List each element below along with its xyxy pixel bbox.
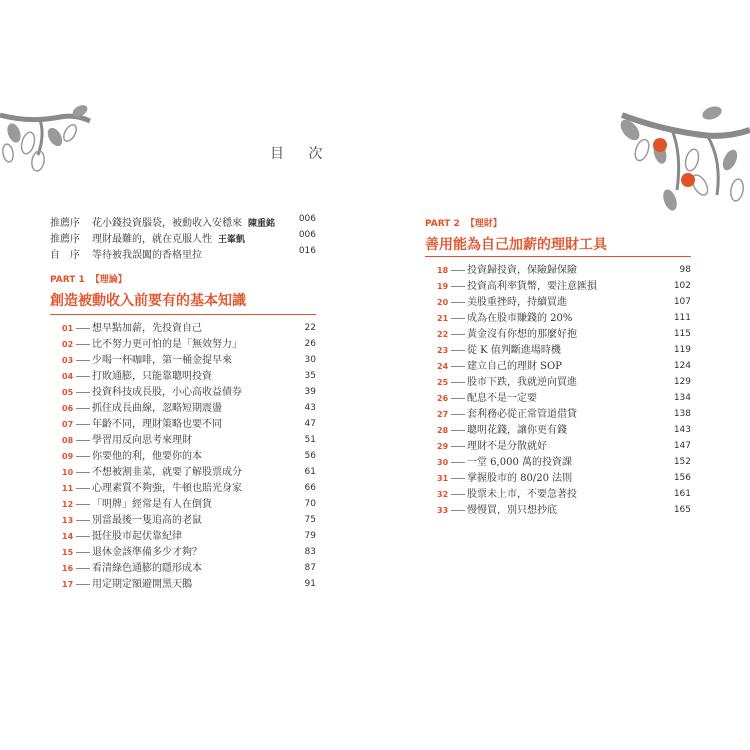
chapter-row	[437, 280, 691, 295]
chapter-row	[437, 424, 691, 439]
chapter-row	[62, 514, 316, 529]
chapter-page: 70	[304, 499, 316, 509]
chapter-row	[62, 578, 316, 593]
chapter-number: 26	[437, 394, 449, 403]
chapter-dash	[451, 414, 465, 415]
chapter-dash	[451, 334, 465, 335]
chapter-row	[437, 408, 691, 423]
chapter-row	[62, 466, 316, 481]
chapter-number: 12	[62, 500, 74, 509]
chapter-row	[437, 472, 691, 487]
chapter-page: 61	[304, 467, 316, 477]
chapter-page: 119	[673, 345, 691, 355]
chapter-number: 24	[437, 362, 449, 371]
chapter-dash	[76, 360, 90, 361]
part2-label: PART 2	[425, 219, 460, 229]
chapter-page: 161	[673, 489, 691, 499]
chapter-dash	[76, 440, 90, 441]
part2-divider	[425, 256, 691, 257]
chapter-page: 47	[304, 419, 316, 429]
chapter-number: 09	[62, 452, 74, 461]
chapter-title: 看清綠色通膨的隱形成本	[92, 563, 202, 574]
chapter-row	[437, 504, 691, 519]
chapter-dash	[76, 584, 90, 585]
chapter-number: 29	[437, 442, 449, 451]
chapter-title: 別當最後一隻追高的老鼠	[92, 515, 202, 526]
chapter-title: 少喝一杯咖啡，第一桶金提早來	[92, 355, 232, 366]
chapter-page: 66	[304, 483, 316, 493]
chapter-dash	[451, 446, 465, 447]
preface-page: 016	[298, 246, 316, 256]
preface-page: 006	[298, 230, 316, 240]
chapter-page: 87	[304, 563, 316, 573]
chapter-row	[62, 370, 316, 385]
chapter-page: 129	[673, 377, 691, 387]
preface-row	[50, 214, 316, 228]
chapter-number: 32	[437, 490, 449, 499]
chapter-page: 91	[304, 579, 316, 589]
chapter-page: 115	[673, 329, 691, 339]
chapter-number: 11	[62, 484, 74, 493]
chapter-number: 23	[437, 346, 449, 355]
chapter-dash	[76, 408, 90, 409]
chapter-dash	[451, 350, 465, 351]
chapter-dash	[76, 328, 90, 329]
preface-label: 推薦序	[50, 234, 80, 245]
chapter-title: 打敗通膨，只能靠聰明投資	[92, 371, 212, 382]
chapter-dash	[76, 520, 90, 521]
chapter-page: 143	[673, 425, 691, 435]
chapter-title: 投資科技成長股，小心高收益債券	[92, 387, 242, 398]
chapter-row	[62, 498, 316, 513]
part1-tag: 【理論】	[90, 275, 127, 285]
chapter-title: 學習用反向思考來理財	[92, 435, 192, 446]
chapter-row	[437, 344, 691, 359]
chapter-dash	[76, 504, 90, 505]
chapter-dash	[451, 430, 465, 431]
chapter-row	[62, 546, 316, 561]
chapter-row	[437, 456, 691, 471]
preface-label: 推薦序	[50, 218, 80, 229]
chapter-page: 22	[304, 323, 316, 333]
chapter-row	[437, 312, 691, 327]
chapter-dash	[451, 318, 465, 319]
part1-chapter-list	[62, 322, 316, 592]
chapter-title: 美股重挫時，持續買進	[467, 297, 567, 308]
chapter-row	[62, 322, 316, 337]
chapter-page: 83	[304, 547, 316, 557]
chapter-title: 聰明花錢，讓你更有錢	[467, 425, 567, 436]
chapter-dash	[451, 398, 465, 399]
chapter-title: 配息不是一定要	[467, 393, 537, 404]
part2-label-line	[425, 216, 502, 229]
chapter-title: 比不努力更可怕的是「無效努力」	[92, 339, 242, 350]
chapter-number: 02	[62, 340, 74, 349]
chapter-dash	[76, 488, 90, 489]
chapter-dash	[451, 286, 465, 287]
chapter-dash	[76, 552, 90, 553]
preface-row	[50, 246, 316, 260]
chapter-row	[437, 328, 691, 343]
preface-signature: 陳重銘	[248, 219, 276, 229]
chapter-title: 心理素質不夠強，牛頓也賠光身家	[92, 483, 242, 494]
chapter-page: 147	[673, 441, 691, 451]
chapter-page: 124	[673, 361, 691, 371]
chapter-page: 134	[673, 393, 691, 403]
chapter-page: 102	[673, 281, 691, 291]
chapter-page: 111	[673, 313, 691, 323]
chapter-number: 33	[437, 506, 449, 515]
part1-label: PART 1	[50, 275, 85, 285]
chapter-number: 07	[62, 420, 74, 429]
chapter-title: 不想被割韭菜，就要了解股票成分	[92, 467, 242, 478]
chapter-number: 05	[62, 388, 74, 397]
chapter-row	[437, 488, 691, 503]
chapter-page: 51	[304, 435, 316, 445]
chapter-title: 抓住成長曲線，忽略短期震盪	[92, 403, 222, 414]
chapter-dash	[451, 270, 465, 271]
chapter-title: 理財不是分散就好	[467, 441, 547, 452]
chapter-number: 14	[62, 532, 74, 541]
chapter-number: 20	[437, 298, 449, 307]
chapter-page: 98	[679, 265, 691, 275]
chapter-title: 挺住股市起伏靠紀律	[92, 531, 182, 542]
chapter-row	[437, 392, 691, 407]
chapter-title: 投資高利率貨幣，要注意匯損	[467, 281, 597, 292]
chapter-row	[62, 450, 316, 465]
preface-title: 花小錢投資腦袋，被動收入安穩來	[92, 218, 242, 229]
chapter-number: 22	[437, 330, 449, 339]
chapter-row	[62, 386, 316, 401]
chapter-row	[62, 530, 316, 545]
chapter-dash	[76, 472, 90, 473]
chapter-title: 建立自己的理財 SOP	[467, 361, 562, 372]
part2-tag: 【理財】	[465, 219, 502, 229]
chapter-row	[62, 402, 316, 417]
chapter-title: 股市下跌，我就逆向買進	[467, 377, 577, 388]
chapter-row	[437, 360, 691, 375]
chapter-dash	[76, 392, 90, 393]
chapter-page: 30	[304, 355, 316, 365]
chapter-dash	[76, 456, 90, 457]
chapter-dash	[76, 536, 90, 537]
part1-heading: 創造被動收入前要有的基本知識	[50, 293, 246, 309]
chapter-row	[437, 264, 691, 279]
chapter-title: 想早點加薪，先投資自己	[92, 323, 202, 334]
part1-label-line	[50, 272, 127, 285]
chapter-page: 43	[304, 403, 316, 413]
chapter-title: 從 K 值判斷進場時機	[467, 345, 561, 356]
chapter-row	[62, 562, 316, 577]
chapter-dash	[451, 302, 465, 303]
chapter-page: 35	[304, 371, 316, 381]
chapter-page: 152	[673, 457, 691, 467]
chapter-title: 年齡不同，理財策略也要不同	[92, 419, 222, 430]
chapter-row	[62, 482, 316, 497]
chapter-dash	[451, 462, 465, 463]
chapter-title: 套利務必從正常管道借貸	[467, 409, 577, 420]
chapter-number: 15	[62, 548, 74, 557]
chapter-page: 56	[304, 451, 316, 461]
preface-title: 等待被我誤闖的香格里拉	[92, 250, 202, 261]
page-title: 目 次	[270, 146, 333, 162]
part1-divider	[50, 314, 316, 315]
chapter-dash	[76, 376, 90, 377]
chapter-row	[62, 338, 316, 353]
chapter-dash	[451, 478, 465, 479]
chapter-number: 01	[62, 324, 74, 333]
preface-signature: 王峯凱	[218, 235, 246, 245]
chapter-number: 27	[437, 410, 449, 419]
part2-heading: 善用能為自己加薪的理財工具	[425, 237, 607, 253]
chapter-title: 黃金沒有你想的那麼好抱	[467, 329, 577, 340]
chapter-number: 16	[62, 564, 74, 573]
chapter-number: 21	[437, 314, 449, 323]
chapter-number: 03	[62, 356, 74, 365]
chapter-dash	[76, 568, 90, 569]
preface-page: 006	[298, 214, 316, 224]
chapter-number: 18	[437, 266, 449, 275]
preface-label: 自 序	[50, 250, 80, 261]
preface-row	[50, 230, 316, 244]
chapter-page: 138	[673, 409, 691, 419]
chapter-title: 成為在股市賺錢的 20%	[467, 313, 573, 324]
chapter-number: 31	[437, 474, 449, 483]
chapter-page: 75	[304, 515, 316, 525]
chapter-title: 你要他的利，他要你的本	[92, 451, 202, 462]
chapter-number: 13	[62, 516, 74, 525]
chapter-number: 28	[437, 426, 449, 435]
chapter-page: 165	[673, 505, 691, 515]
chapter-title: 一堂 6,000 萬的投資課	[467, 457, 572, 468]
chapter-dash	[76, 424, 90, 425]
chapter-title: 掌握股市的 80/20 法則	[467, 473, 573, 484]
chapter-number: 06	[62, 404, 74, 413]
chapter-number: 08	[62, 436, 74, 445]
chapter-page: 39	[304, 387, 316, 397]
chapter-number: 10	[62, 468, 74, 477]
chapter-row	[62, 354, 316, 369]
chapter-title: 退休金該準備多少才夠？	[92, 547, 202, 558]
chapter-row	[437, 440, 691, 455]
chapter-dash	[451, 510, 465, 511]
chapter-title: 用定期定額避開黑天鵝	[92, 579, 192, 590]
chapter-title: 股票未上市，不要急著投	[467, 489, 577, 500]
chapter-row	[437, 296, 691, 311]
chapter-dash	[76, 344, 90, 345]
chapter-page: 26	[304, 339, 316, 349]
part2-chapter-list	[437, 264, 691, 519]
chapter-row	[62, 434, 316, 449]
chapter-row	[437, 376, 691, 391]
chapter-title: 慢慢買，別只想抄底	[467, 505, 557, 516]
chapter-number: 04	[62, 372, 74, 381]
chapter-page: 107	[673, 297, 691, 307]
chapter-dash	[451, 494, 465, 495]
chapter-number: 25	[437, 378, 449, 387]
right-branch-ornament	[612, 105, 750, 220]
chapter-dash	[451, 366, 465, 367]
chapter-row	[62, 418, 316, 433]
chapter-number: 17	[62, 580, 74, 589]
chapter-title: 「明牌」經常是有人在倒貨	[92, 499, 212, 510]
chapter-page: 79	[304, 531, 316, 541]
chapter-number: 19	[437, 282, 449, 291]
chapter-dash	[451, 382, 465, 383]
preface-title: 理財最難的，就在克服人性	[92, 234, 212, 245]
chapter-number: 30	[437, 458, 449, 467]
chapter-title: 投資歸投資，保險歸保險	[467, 265, 577, 276]
chapter-page: 156	[673, 473, 691, 483]
left-branch-ornament	[0, 105, 95, 175]
